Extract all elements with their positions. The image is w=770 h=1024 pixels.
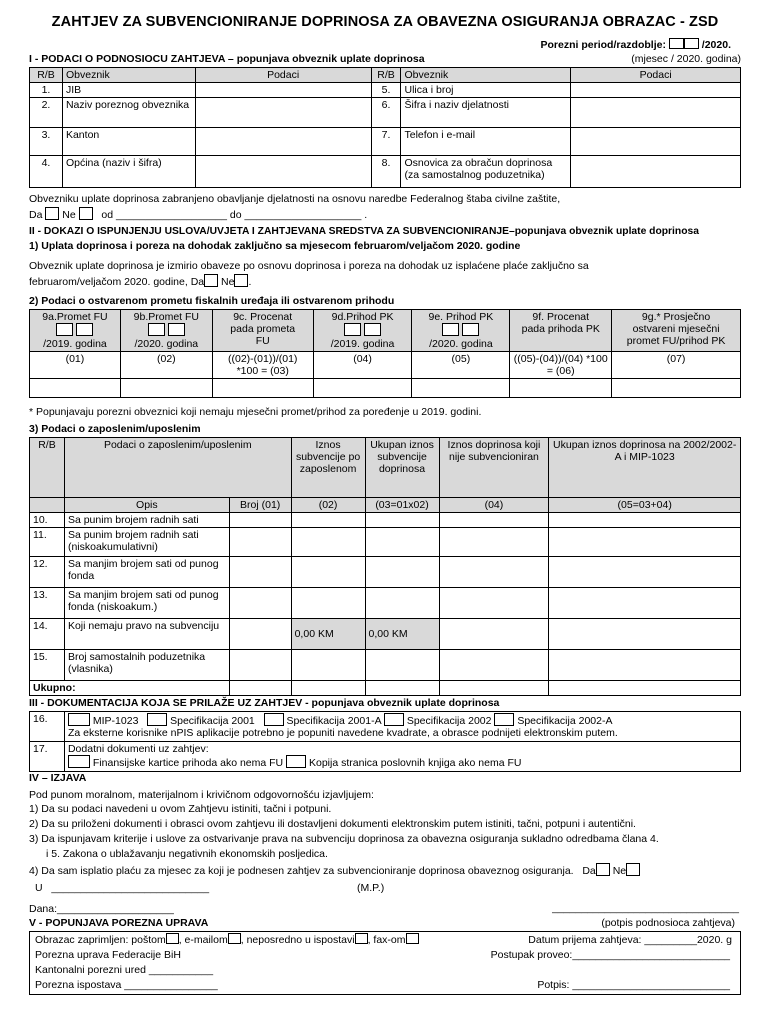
col-podaci: Podaci — [195, 68, 371, 83]
cantonal-office: Kantonalni porezni ured ___________ — [35, 964, 214, 976]
emp-row-number: 14. — [30, 619, 65, 650]
spec2001-checkbox[interactable] — [147, 713, 167, 726]
emp-col-podaci: Podaci o zaposlenim/uposlenim — [64, 438, 291, 498]
turnover-col-9e — [412, 310, 510, 352]
emp-iznos — [291, 528, 365, 557]
mip-checkbox[interactable] — [68, 713, 90, 726]
office-signature: Potpis: ___________________________ — [537, 979, 730, 991]
section-2-heading: II - DOKAZI O ISPUNJENJU USLOVA/UVJETA I ZAHTJEVANA SREDSTVA ZA SUBVENCIONIRANJE–popunjava obveznik uplate doprinosa — [29, 226, 699, 237]
month-box[interactable] — [442, 323, 459, 336]
emp-col-rb: R/B — [30, 438, 65, 498]
section-1-heading: I - PODACI O PODNOSIOCU ZAHTJEVA – popunjava obveznik uplate doprinosa — [29, 53, 425, 65]
row-number: 4. — [30, 156, 63, 188]
paid-da-label: Da — [190, 276, 205, 288]
emp-ukupan — [365, 557, 439, 588]
emp-row-opis: Broj samostalnih poduzetnika (vlasnika) — [64, 650, 229, 681]
received-label: Obrazac zaprimljen: poštom — [35, 934, 166, 946]
tax-office-box — [29, 931, 741, 995]
emp-iznos — [291, 513, 365, 528]
emp-total[interactable] — [549, 588, 741, 619]
direct-checkbox[interactable] — [355, 933, 368, 944]
emp-nije[interactable] — [439, 588, 549, 619]
col-label: 9g.* Prosječno — [641, 311, 711, 323]
field-label-phone: Telefon i e-mail — [401, 128, 571, 156]
ban-ne-checkbox[interactable] — [79, 207, 93, 220]
value-9e[interactable] — [412, 379, 510, 398]
emp-total-sum[interactable] — [549, 681, 741, 696]
emp-col-04: (04) — [439, 498, 549, 513]
emp-row-opis: Sa manjim brojem sati od punog fonda — [64, 557, 229, 588]
col-label2: ostvareni mjesečni — [632, 323, 720, 335]
ban-do-label: do — [229, 209, 242, 221]
field-label-canton: Kanton — [62, 128, 195, 156]
month-box[interactable] — [344, 323, 361, 336]
emp-row-number: 12. — [30, 557, 65, 588]
doc-row-16 — [64, 712, 740, 742]
month-box[interactable] — [148, 323, 165, 336]
emp-col-nije: Iznos doprinosa koji nije subvencioniran — [439, 438, 549, 498]
emp-total[interactable] — [549, 619, 741, 650]
emp-row-number: 11. — [30, 528, 65, 557]
field-label-jib: JIB — [62, 83, 195, 98]
email-checkbox[interactable] — [228, 933, 241, 944]
emp-nije[interactable] — [439, 650, 549, 681]
emp-ukupan — [365, 528, 439, 557]
doc-row-17-number: 17. — [30, 742, 65, 772]
value-9b[interactable] — [120, 379, 212, 398]
section-2-text2-row — [29, 274, 251, 288]
emp-row-number: 10. — [30, 513, 65, 528]
emp-row-number: 13. — [30, 588, 65, 619]
signature-hint: (potpis podnosioca zahtjeva) — [601, 917, 735, 929]
footnote: * Popunjavaju porezni obveznici koji nemaju mjesečni promet/prihod za poređenje u 2019. godini. — [29, 406, 482, 418]
col-label: 9c. Procenat — [233, 311, 293, 323]
fax-checkbox[interactable] — [406, 933, 419, 944]
emp-col-broj: Broj (01) — [229, 498, 291, 513]
emp-total-nije[interactable] — [439, 681, 549, 696]
col-year: /2019. godina — [330, 338, 395, 350]
value-9g[interactable] — [612, 379, 741, 398]
field-activity[interactable] — [571, 98, 741, 128]
emp-broj[interactable] — [229, 513, 291, 528]
section-4-heading: IV – IZJAVA — [29, 772, 87, 784]
paid-da-checkbox[interactable] — [204, 274, 218, 287]
month-box[interactable] — [76, 323, 93, 336]
emp-col-ukupan: Ukupan iznos subvencije doprinosa — [365, 438, 439, 498]
col-obveznik-right: Obveznik — [401, 68, 571, 83]
direct-label: , neposredno u ispostavi — [240, 934, 355, 946]
row-number: 7. — [371, 128, 401, 156]
received-date: Datum prijema zahtjeva: _________2020. g — [528, 934, 732, 946]
salary-da-checkbox[interactable] — [596, 863, 610, 876]
declaration-4-row — [29, 863, 640, 877]
ban-end: . — [364, 209, 368, 221]
spec2002a-checkbox[interactable] — [494, 713, 514, 726]
received-row — [35, 933, 419, 946]
opt-spec2001a: Specifikacija 2001-A — [286, 715, 381, 727]
section-3-heading: III - DOKUMENTACIJA KOJA SE PRILAŽE UZ ZAHTJEV - popunjava obveznik uplate doprinosa — [29, 697, 500, 709]
emp-broj[interactable] — [229, 619, 291, 650]
value-9f[interactable] — [510, 379, 612, 398]
emp-row-number: 15. — [30, 650, 65, 681]
col-year: /2019. godina — [43, 338, 107, 350]
declaration-3a: 3) Da ispunjavam kriterije i uslove za ostvarivanje prava na subvenciju doprinosa za obavezna osiguranja sukladno odredbama člana 4. — [29, 833, 659, 845]
opt-spec2001: Specifikacija 2001 — [170, 715, 255, 727]
code-cell: ((05)-(04))/(04) *100 = (06) — [510, 352, 612, 379]
date-row — [29, 903, 174, 915]
turnover-col-9a — [30, 310, 121, 352]
section-2-sub3: 3) Podaci o zaposlenim/uposlenim — [29, 423, 201, 435]
row-number: 8. — [371, 156, 401, 188]
emp-total[interactable] — [549, 528, 741, 557]
date-label: Dana: — [29, 903, 58, 915]
col-label3: FU — [255, 335, 270, 347]
emp-row-opis: Sa manjim brojem sati od punog fonda (niskoakum.) — [64, 588, 229, 619]
row-number: 6. — [371, 98, 401, 128]
month-box[interactable] — [462, 323, 479, 336]
period-month-box-2[interactable] — [684, 38, 699, 49]
emp-nije[interactable] — [439, 528, 549, 557]
ban-da-checkbox[interactable] — [45, 207, 59, 220]
turnover-col-9b — [120, 310, 212, 352]
field-municipality[interactable] — [195, 156, 371, 188]
emp-col-03: (03=01x02) — [365, 498, 439, 513]
value-9a[interactable] — [30, 379, 121, 398]
field-label-municipality: Općina (naziv i šifra) — [62, 156, 195, 188]
opt-mip: MIP-1023 — [92, 715, 139, 727]
processed-by: Postupak proveo:___________________________ — [490, 949, 730, 961]
paid-ne-checkbox[interactable] — [234, 274, 248, 287]
turnover-col-9f — [510, 310, 612, 352]
opt-kartice: Finansijske kartice prihoda ako nema FU — [92, 757, 284, 769]
emp-broj[interactable] — [229, 588, 291, 619]
emp-row-opis: Sa punim brojem radnih sati — [64, 513, 229, 528]
emp-broj[interactable] — [229, 650, 291, 681]
month-box[interactable] — [364, 323, 381, 336]
paid-end: . — [248, 276, 252, 288]
doc-note: Za eksterne korisnike nPIS aplikacije potrebno je popuniti navedene kvadrate, a obrasce podnijeti elektronskim putem. — [67, 727, 618, 739]
declaration-1: 1) Da su podaci navedeni u ovom Zahtjevu istiniti, tačni i potpuni. — [29, 803, 332, 815]
place-label: U — [35, 882, 43, 894]
col-rb: R/B — [30, 68, 63, 83]
salary-ne-label: Ne — [612, 865, 627, 877]
turnover-table — [29, 309, 741, 398]
form-title: ZAHTJEV ZA SUBVENCIONIRANJE DOPRINOSA ZA OBAVEZNA OSIGURANJA OBRAZAC - ZSD — [51, 14, 719, 30]
col-podaci-right: Podaci — [571, 68, 741, 83]
section-2-sub2: 2) Podaci o ostvarenom prometu fiskalnih uređaja ili ostvarenom prihodu — [29, 295, 395, 307]
kopija-checkbox[interactable] — [286, 755, 306, 768]
spec2001a-checkbox[interactable] — [264, 713, 284, 726]
period-label: Porezni period/razdoblje: — [540, 39, 666, 51]
col-year: /2020. godina — [134, 338, 199, 350]
col-label: 9e. Prihod PK — [428, 311, 494, 323]
ban-ne-label: Ne — [62, 209, 76, 221]
emp-row-opis: Koji nemaju pravo na subvenciju — [64, 619, 229, 650]
emp-col-02: (02) — [291, 498, 365, 513]
spec2002-checkbox[interactable] — [384, 713, 404, 726]
paid-ne-label: Ne — [221, 276, 235, 288]
ban-to-date[interactable]: ____________________ — [244, 209, 362, 221]
emp-total[interactable] — [549, 557, 741, 588]
turnover-col-9g — [612, 310, 741, 352]
period-hint: (mjesec / 2020. godina) — [631, 53, 741, 65]
emp-total-ukupan[interactable] — [365, 681, 439, 696]
field-label-name: Naziv poreznog obveznika — [62, 98, 195, 128]
opt-kopija: Kopija stranica poslovnih knjiga ako nema FU — [309, 757, 522, 769]
fax-label: , fax-om — [367, 934, 406, 946]
emp-nije[interactable] — [439, 619, 549, 650]
opt-spec2002a: Specifikacija 2002-A — [517, 715, 613, 727]
row-number: 1. — [30, 83, 63, 98]
row-number: 5. — [371, 83, 401, 98]
col-label2: pada prihoda PK — [521, 323, 600, 335]
stamp-label: (M.P.) — [357, 882, 385, 894]
emp-ukupan — [365, 513, 439, 528]
code-cell: (05) — [412, 352, 510, 379]
ban-da-label: Da — [29, 209, 43, 221]
field-canton[interactable] — [195, 128, 371, 156]
month-box[interactable] — [168, 323, 185, 336]
emp-row-opis: Sa punim brojem radnih sati (niskoakumulativni) — [64, 528, 229, 557]
code-cell: (07) — [612, 352, 741, 379]
emp-sub-empty — [30, 498, 65, 513]
kartice-checkbox[interactable] — [68, 755, 90, 768]
value-9d[interactable] — [313, 379, 412, 398]
col-label: 9f. Procenat — [532, 311, 590, 323]
col-label3: promet FU/prihod PK — [626, 335, 726, 347]
code-cell: (01) — [30, 352, 121, 379]
tax-admin-name: Porezna uprava Federacije BiH — [35, 949, 181, 961]
emp-total[interactable] — [549, 650, 741, 681]
date-input[interactable]: ____________________ — [57, 903, 174, 915]
opt-spec2002: Specifikacija 2002 — [406, 715, 492, 727]
field-name[interactable] — [195, 98, 371, 128]
declaration-intro: Pod punom moralnom, materijalnom i krivičnom odgovornošću izjavljujem: — [29, 789, 374, 801]
period-month-box-1[interactable] — [669, 38, 684, 49]
emp-col-iznos: Iznos subvencije po zaposlenom — [291, 438, 365, 498]
emp-iznos — [291, 588, 365, 619]
salary-ne-checkbox[interactable] — [626, 863, 640, 876]
code-cell: (02) — [120, 352, 212, 379]
doc-row-16-number: 16. — [30, 712, 65, 742]
declaration-2: 2) Da su priloženi dokumenti i obrasci ovom zahtjevu ili dostavljeni dokumenti elektronskim putem istiniti, tačni, potpuni i autentični. — [29, 818, 636, 830]
field-phone[interactable] — [571, 128, 741, 156]
emp-iznos — [291, 557, 365, 588]
row-number: 3. — [30, 128, 63, 156]
section-2-text2: februarom/veljačom 2020. godine, — [29, 276, 188, 288]
col-obveznik: Obveznik — [62, 68, 195, 83]
ban-od-label: od — [101, 209, 114, 221]
applicant-table — [29, 67, 741, 188]
col-label: 9a.Promet FU — [42, 311, 108, 323]
salary-da-label: Da — [582, 865, 596, 877]
ban-row — [29, 207, 367, 221]
period-row — [541, 38, 731, 51]
email-label: , e-mailom — [178, 934, 228, 946]
ban-text: Obvezniku uplate doprinosa zabranjeno obavljanje djelatnosti na osnovu naredbe Federalnog štaba civilne zaštite, — [29, 193, 561, 205]
emp-broj[interactable] — [229, 557, 291, 588]
emp-total[interactable] — [549, 513, 741, 528]
place-row — [35, 882, 209, 894]
col-year: /2020. godina — [429, 338, 493, 350]
ban-from-date[interactable]: ___________________ — [116, 209, 227, 221]
period-year: /2020. — [701, 39, 731, 51]
section-2-sub1: 1) Uplata doprinosa i poreza na dohodak zaključno sa mjesecom februarom/veljačom 2020. godine — [29, 240, 521, 252]
doc-row-17 — [64, 742, 740, 772]
tax-branch: Porezna ispostava ________________ — [35, 979, 218, 991]
field-street[interactable] — [571, 83, 741, 98]
emp-iznos — [291, 650, 365, 681]
emp-col-ukupan-dop: Ukupan iznos doprinosa na 2002/2002-A i MIP-1023 — [549, 438, 741, 498]
col-rb-right: R/B — [371, 68, 401, 83]
field-label-activity: Šifra i naziv djelatnosti — [401, 98, 571, 128]
month-box[interactable] — [56, 323, 73, 336]
emp-col-05: (05=03+04) — [549, 498, 741, 513]
value-9c[interactable] — [212, 379, 313, 398]
post-checkbox[interactable] — [166, 933, 179, 944]
emp-total-broj[interactable] — [229, 681, 291, 696]
emp-nije[interactable] — [439, 513, 549, 528]
code-cell: ((02)-(01))/(01) *100 = (03) — [212, 352, 313, 379]
code-cell: (04) — [313, 352, 412, 379]
section-5-heading: V - POPUNJAVA POREZNA UPRAVA — [29, 917, 209, 929]
emp-col-opis: Opis — [64, 498, 229, 513]
row-number: 2. — [30, 98, 63, 128]
col-label: 9d.Prihod PK — [331, 311, 394, 323]
turnover-col-9d — [313, 310, 412, 352]
emp-iznos: 0,00 KM — [291, 619, 365, 650]
employees-table — [29, 437, 741, 696]
section-2-text1: Obveznik uplate doprinosa je izmirio obaveze po osnovu doprinosa i poreza na dohodak uz isplaćene plaće zaključno sa — [29, 260, 589, 272]
field-label-base: Osnovica za obračun doprinosa (za samostalnog poduzetnika) — [401, 156, 571, 188]
emp-broj[interactable] — [229, 528, 291, 557]
field-label-street: Ulica i broj — [401, 83, 571, 98]
col-label: 9b.Promet FU — [133, 311, 200, 323]
emp-ukupan — [365, 588, 439, 619]
emp-total-iznos[interactable] — [291, 681, 365, 696]
documents-table — [29, 711, 741, 772]
declaration-3b: i 5. Zakona o ublažavanju negativnih ekonomskih posljedica. — [46, 848, 328, 860]
place-input[interactable]: ___________________________ — [51, 882, 210, 894]
declaration-4: 4) Da sam isplatio plaću za mjesec za koji je podnesen zahtjev za subvencioniranje doprinosa obaveznog osiguranja. — [29, 865, 574, 877]
emp-nije[interactable] — [439, 557, 549, 588]
field-base[interactable] — [571, 156, 741, 188]
doc-additional-label: Dodatni dokumenti uz zahtjev: — [67, 743, 209, 755]
emp-ukupan — [365, 650, 439, 681]
field-jib[interactable] — [195, 83, 371, 98]
emp-ukupan: 0,00 KM — [365, 619, 439, 650]
turnover-col-9c — [212, 310, 313, 352]
emp-total-label: Ukupno: — [30, 681, 230, 696]
signature-line[interactable]: ________________________________ — [552, 902, 739, 914]
col-label2: pada prometa — [230, 323, 296, 335]
